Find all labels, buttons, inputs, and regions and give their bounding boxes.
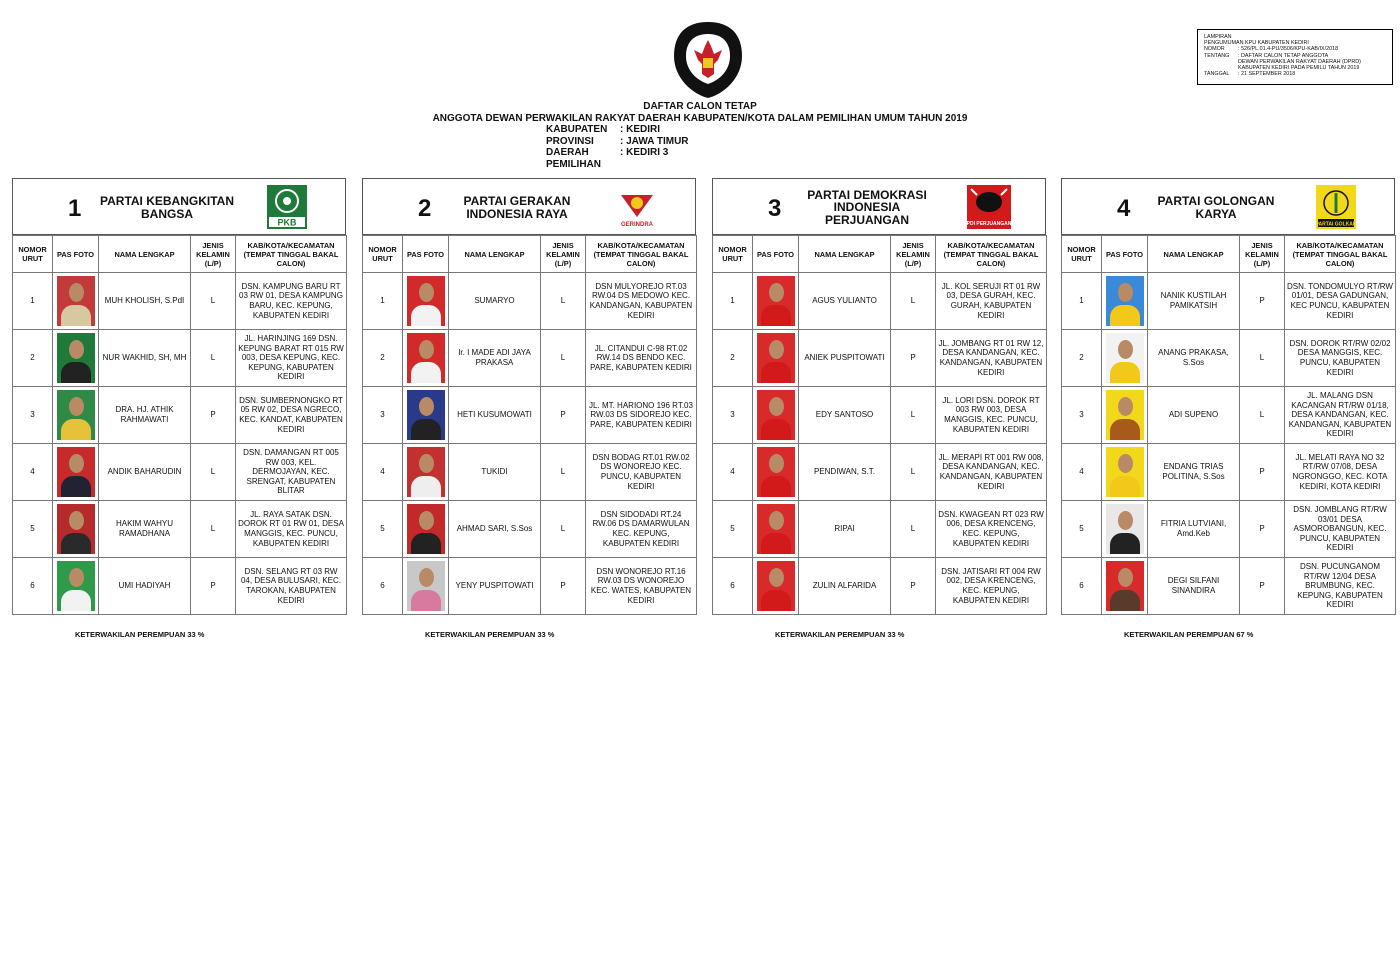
attachment-value: DEWAN PERWAKILAN RAKYAT DAERAH (DPRD): [1238, 58, 1361, 65]
candidate-sex: L: [541, 273, 586, 330]
candidate-photo: [757, 504, 795, 554]
candidate-sex: L: [191, 273, 236, 330]
candidate-sex: P: [191, 387, 236, 444]
candidate-photo-cell: [53, 501, 99, 558]
candidate-address: JL. HARINJING 169 DSN. KEPUNG BARAT RT 015 RW 003, DESA KEPUNG, KEC. KEPUNG, KABUPATEN KEDIRI: [236, 330, 347, 387]
candidate-photo-cell: [53, 387, 99, 444]
candidate-address: JL. KOL SERUJI RT 01 RW 03, DESA GURAH, KEC. GURAH, KABUPATEN KEDIRI: [936, 273, 1047, 330]
candidate-name: PENDIWAN, S.T.: [799, 444, 891, 501]
candidate-photo: [1106, 504, 1144, 554]
candidate-photo-cell: [53, 444, 99, 501]
candidate-table: [12, 235, 347, 615]
candidate-number: 5: [363, 501, 403, 558]
party-name: PARTAI GOLONGAN KARYA: [1157, 194, 1275, 221]
party-block-2: [362, 178, 696, 615]
candidate-number: 1: [1062, 273, 1102, 330]
attachment-value: KABUPATEN KEDIRI PADA PEMILU TAHUN 2019: [1238, 65, 1360, 72]
column-header: KAB/KOTA/KECAMATAN (TEMPAT TINGGAL BAKAL CALON): [236, 236, 347, 273]
table-row: [1062, 387, 1396, 444]
column-header: JENIS KELAMIN (L/P): [541, 236, 586, 273]
candidate-address: DSN. SUMBERNONGKO RT 05 RW 02, DESA NGRECO, KEC. KANDAT, KABUPATEN KEDIRI: [236, 387, 347, 444]
candidate-sex: L: [891, 387, 936, 444]
candidate-number: 6: [713, 558, 753, 615]
candidate-name: RIPAI: [799, 501, 891, 558]
attachment-row: [1204, 71, 1386, 77]
candidate-sex: L: [191, 444, 236, 501]
candidate-photo: [57, 561, 95, 611]
table-row: [363, 273, 697, 330]
party-name: PARTAI DEMOKRASI INDONESIA PERJUANGAN: [807, 187, 927, 227]
candidate-photo-cell: [53, 330, 99, 387]
candidate-photo: [1106, 390, 1144, 440]
candidate-number: 3: [13, 387, 53, 444]
candidate-sex: L: [191, 501, 236, 558]
candidate-photo: [757, 333, 795, 383]
candidate-photo-cell: [753, 444, 799, 501]
candidate-address: DSN. SELANG RT 03 RW 04, DESA BULUSARI, KEC. TAROKAN, KABUPATEN KEDIRI: [236, 558, 347, 615]
column-header: NAMA LENGKAP: [799, 236, 891, 273]
candidate-number: 6: [1062, 558, 1102, 615]
candidate-address: JL. JOMBANG RT 01 RW 12, DESA KANDANGAN, KEC. KANDANGAN, KABUPATEN KEDIRI: [936, 330, 1047, 387]
candidate-name: ANDIK BAHARUDIN: [99, 444, 191, 501]
table-header-row: [1062, 236, 1396, 273]
candidate-sex: P: [541, 558, 586, 615]
candidate-name: ANANG PRAKASA, S.Sos: [1148, 330, 1240, 387]
candidate-address: JL. MALANG DSN KACANGAN RT/RW 01/18, DESA KANDANGAN, KEC. KANDANGAN, KABUPATEN KEDIRI: [1285, 387, 1396, 444]
candidate-sex: L: [1240, 387, 1285, 444]
attachment-value: : 526/PL.01.4-PU/3506/KPU-KAB/IX/2018: [1238, 46, 1339, 53]
candidate-photo-cell: [1102, 387, 1148, 444]
table-header-row: [713, 236, 1047, 273]
candidate-photo: [757, 390, 795, 440]
column-header: NOMOR URUT: [363, 236, 403, 273]
candidate-number: 1: [363, 273, 403, 330]
candidate-number: 4: [713, 444, 753, 501]
column-header: NAMA LENGKAP: [449, 236, 541, 273]
candidate-photo: [407, 276, 445, 326]
column-header: NOMOR URUT: [13, 236, 53, 273]
table-row: [1062, 273, 1396, 330]
header-label: PROVINSI: [546, 135, 594, 147]
candidate-name: HETI KUSUMOWATI: [449, 387, 541, 444]
party-header: [12, 178, 346, 235]
header-label: KABUPATEN: [546, 124, 608, 135]
table-row: [1062, 558, 1396, 615]
candidate-name: NANIK KUSTILAH PAMIKATSIH: [1148, 273, 1240, 330]
candidate-photo-cell: [1102, 444, 1148, 501]
candidate-name: NUR WAKHID, SH, MH: [99, 330, 191, 387]
header-value: : KEDIRI: [620, 124, 660, 135]
candidate-photo-cell: [1102, 273, 1148, 330]
candidate-name: AGUS YULIANTO: [799, 273, 891, 330]
document-title: DAFTAR CALON TETAP: [643, 101, 757, 112]
candidate-photo: [1106, 333, 1144, 383]
column-header: JENIS KELAMIN (L/P): [191, 236, 236, 273]
header-value: : KEDIRI 3: [620, 147, 669, 158]
candidate-sex: P: [891, 330, 936, 387]
candidate-sex: L: [891, 501, 936, 558]
party-header: [1061, 178, 1395, 235]
candidate-address: DSN. DOROK RT/RW 02/02 DESA MANGGIS, KEC. PUNCU, KABUPATEN KEDIRI: [1285, 330, 1396, 387]
party-number: 3: [768, 195, 782, 222]
candidate-address: JL. MELATI RAYA NO 32 RT/RW 07/08, DESA NGRONGGO, KEC. KOTA KEDIRI, KOTA KEDIRI: [1285, 444, 1396, 501]
table-row: [713, 558, 1047, 615]
candidate-photo: [757, 561, 795, 611]
candidate-photo: [407, 447, 445, 497]
candidate-sex: P: [1240, 273, 1285, 330]
party-logo-text: PARTAI GOLKAR: [1316, 221, 1356, 228]
candidate-number: 4: [1062, 444, 1102, 501]
candidate-address: JL. MT. HARIONO 196 RT.03 RW.03 DS SIDOREJO KEC. PARE, KABUPATEN KEDIRI: [586, 387, 697, 444]
party-block-3: [712, 178, 1046, 615]
table-row: [13, 501, 347, 558]
column-header: KAB/KOTA/KECAMATAN (TEMPAT TINGGAL BAKAL CALON): [1285, 236, 1396, 273]
table-row: [13, 558, 347, 615]
candidate-table: [362, 235, 697, 615]
candidate-table: [1061, 235, 1396, 615]
table-row: [1062, 501, 1396, 558]
candidate-photo: [1106, 447, 1144, 497]
attachment-value: : 21 SEPTEMBER 2018: [1238, 71, 1296, 78]
candidate-photo: [57, 447, 95, 497]
candidate-sex: P: [1240, 501, 1285, 558]
document-subtitle: ANGGOTA DEWAN PERWAKILAN RAKYAT DAERAH KABUPATEN/KOTA DALAM PEMILIHAN UMUM TAHUN 2019: [432, 112, 968, 124]
party-logo-text: PKB: [277, 217, 297, 228]
candidate-name: YENY PUSPITOWATI: [449, 558, 541, 615]
candidate-photo: [1106, 561, 1144, 611]
party-header: [362, 178, 696, 235]
column-header: JENIS KELAMIN (L/P): [1240, 236, 1285, 273]
candidate-name: FITRIA LUTVIANI, Amd.Keb: [1148, 501, 1240, 558]
column-header: PAS FOTO: [753, 236, 799, 273]
candidate-name: EDY SANTOSO: [799, 387, 891, 444]
candidate-number: 2: [1062, 330, 1102, 387]
candidate-photo-cell: [403, 558, 449, 615]
candidate-name: DRA. HJ. ATHIK RAHMAWATI: [99, 387, 191, 444]
candidate-address: JL. LORI DSN. DOROK RT 003 RW 003, DESA MANGGIS, KEC. PUNCU, KABUPATEN KEDIRI: [936, 387, 1047, 444]
party-name: PARTAI GERAKAN INDONESIA RAYA: [463, 194, 571, 221]
candidate-name: ADI SUPENO: [1148, 387, 1240, 444]
candidate-number: 6: [13, 558, 53, 615]
candidate-address: JL. RAYA SATAK DSN. DOROK RT 01 RW 01, DESA MANGGIS, KEC. PUNCU, KABUPATEN KEDIRI: [236, 501, 347, 558]
candidate-photo-cell: [403, 501, 449, 558]
table-row: [363, 444, 697, 501]
candidate-name: ZULIN ALFARIDA: [799, 558, 891, 615]
candidate-address: DSN. KWAGEAN RT 023 RW 006, DESA KRENCENG, KEC. KEPUNG, KABUPATEN KEDIRI: [936, 501, 1047, 558]
candidate-address: DSN SIDODADI RT.24 RW.06 DS DAMARWULAN KEC. KEPUNG, KABUPATEN KEDIRI: [586, 501, 697, 558]
table-row: [713, 444, 1047, 501]
header-label: DAERAH PEMILIHAN: [546, 147, 601, 170]
table-row: [13, 387, 347, 444]
party-number: 4: [1117, 195, 1131, 222]
candidate-number: 3: [363, 387, 403, 444]
candidate-name: ENDANG TRIAS POLITINA, S.Sos: [1148, 444, 1240, 501]
candidate-photo-cell: [753, 273, 799, 330]
attachment-line: PENGUMUMAN KPU KABUPATEN KEDIRI: [1204, 40, 1309, 47]
female-representation-note: KETERWAKILAN PEREMPUAN 33 %: [775, 630, 905, 639]
candidate-number: 2: [713, 330, 753, 387]
candidate-number: 3: [713, 387, 753, 444]
candidate-photo-cell: [403, 387, 449, 444]
table-row: [363, 501, 697, 558]
candidate-number: 1: [13, 273, 53, 330]
candidate-name: UMI HADIYAH: [99, 558, 191, 615]
female-representation-note: KETERWAKILAN PEREMPUAN 33 %: [75, 630, 205, 639]
table-row: [713, 387, 1047, 444]
candidate-number: 5: [13, 501, 53, 558]
party-logo-icon: [267, 185, 307, 229]
candidate-photo: [1106, 276, 1144, 326]
candidate-photo-cell: [403, 444, 449, 501]
column-header: PAS FOTO: [1102, 236, 1148, 273]
female-representation-note: KETERWAKILAN PEREMPUAN 67 %: [1124, 630, 1254, 639]
column-header: PAS FOTO: [403, 236, 449, 273]
header-row-dapil: [400, 147, 1000, 170]
column-header: NOMOR URUT: [1062, 236, 1102, 273]
candidate-photo: [407, 504, 445, 554]
candidate-photo: [57, 390, 95, 440]
candidate-number: 6: [363, 558, 403, 615]
candidate-photo-cell: [753, 387, 799, 444]
candidate-number: 4: [13, 444, 53, 501]
candidate-address: DSN. JOMBLANG RT/RW 03/01 DESA ASMOROBANGUN, KEC. PUNCU, KABUPATEN KEDIRI: [1285, 501, 1396, 558]
candidate-photo-cell: [1102, 558, 1148, 615]
party-header: [712, 178, 1046, 235]
candidate-sex: L: [541, 444, 586, 501]
candidate-name: ANIEK PUSPITOWATI: [799, 330, 891, 387]
candidate-address: DSN. JATISARI RT 004 RW 002, DESA KRENCENG, KEC. KEPUNG, KABUPATEN KEDIRI: [936, 558, 1047, 615]
candidate-photo: [57, 504, 95, 554]
attachment-key: TENTANG: [1204, 52, 1230, 59]
candidate-photo-cell: [753, 330, 799, 387]
candidate-number: 5: [713, 501, 753, 558]
candidate-table: [712, 235, 1047, 615]
candidate-sex: P: [1240, 444, 1285, 501]
attachment-box: [1197, 29, 1393, 85]
candidate-number: 5: [1062, 501, 1102, 558]
document-header: [400, 101, 1000, 170]
column-header: KAB/KOTA/KECAMATAN (TEMPAT TINGGAL BAKAL CALON): [936, 236, 1047, 273]
candidate-sex: P: [1240, 558, 1285, 615]
candidate-sex: P: [891, 558, 936, 615]
candidate-number: 1: [713, 273, 753, 330]
candidate-photo: [757, 276, 795, 326]
candidate-name: TUKIDI: [449, 444, 541, 501]
table-row: [1062, 330, 1396, 387]
candidate-photo-cell: [1102, 330, 1148, 387]
table-row: [363, 387, 697, 444]
column-header: NOMOR URUT: [713, 236, 753, 273]
party-number: 2: [418, 195, 432, 222]
party-logo-text: PDI PERJUANGAN: [967, 221, 1011, 227]
candidate-sex: L: [891, 444, 936, 501]
candidate-photo-cell: [1102, 501, 1148, 558]
table-row: [363, 330, 697, 387]
candidate-address: JL. CITANDUI C-98 RT.02 RW.14 DS BENDO KEC. PARE, KABUPATEN KEDIRI: [586, 330, 697, 387]
candidate-photo: [407, 390, 445, 440]
candidate-address: DSN. PUCUNGANOM RT/RW 12/04 DESA BRUMBUNG, KEC. KEPUNG, KABUPATEN KEDIRI: [1285, 558, 1396, 615]
attachment-key: TANGGAL: [1204, 71, 1230, 78]
party-logo-icon: [967, 185, 1011, 229]
table-row: [13, 330, 347, 387]
candidate-sex: L: [541, 330, 586, 387]
table-row: [713, 330, 1047, 387]
column-header: KAB/KOTA/KECAMATAN (TEMPAT TINGGAL BAKAL CALON): [586, 236, 697, 273]
party-block-1: [12, 178, 346, 615]
attachment-value: : DAFTAR CALON TETAP ANGGOTA: [1238, 52, 1329, 59]
table-row: [1062, 444, 1396, 501]
candidate-address: DSN BODAG RT.01 RW.02 DS WONOREJO KEC. PUNCU, KABUPATEN KEDIRI: [586, 444, 697, 501]
candidate-address: DSN WONOREJO RT.16 RW.03 DS WONOREJO KEC. WATES, KABUPATEN KEDIRI: [586, 558, 697, 615]
candidate-number: 2: [13, 330, 53, 387]
header-row-provinsi: [400, 136, 1000, 148]
party-logo-icon: [617, 185, 657, 229]
candidate-address: DSN. DAMANGAN RT 005 RW 003, KEL. DERMOJAYAN, KEC. SRENGAT, KABUPATEN BLITAR: [236, 444, 347, 501]
candidate-photo-cell: [403, 330, 449, 387]
candidate-name: MUH KHOLISH, S.PdI: [99, 273, 191, 330]
candidate-photo: [57, 276, 95, 326]
candidate-sex: L: [541, 501, 586, 558]
candidate-address: DSN. KAMPUNG BARU RT 03 RW 01, DESA KAMPUNG BARU, KEC. KEPUNG, KABUPATEN KEDIRI: [236, 273, 347, 330]
candidate-number: 2: [363, 330, 403, 387]
candidate-sex: L: [191, 330, 236, 387]
candidate-name: SUMARYO: [449, 273, 541, 330]
candidate-photo: [57, 333, 95, 383]
candidate-address: DSN MULYOREJO RT.03 RW.04 DS MEDOWO KEC. KANDANGAN, KABUPATEN KEDIRI: [586, 273, 697, 330]
candidate-photo-cell: [53, 558, 99, 615]
party-logo-icon: [1316, 185, 1356, 229]
candidate-address: DSN. TONDOMULYO RT/RW 01/01, DESA GADUNGAN, KEC PUNCU, KABUPATEN KEDIRI: [1285, 273, 1396, 330]
female-representation-note: KETERWAKILAN PEREMPUAN 33 %: [425, 630, 555, 639]
header-value: : JAWA TIMUR: [620, 135, 689, 147]
table-header-row: [363, 236, 697, 273]
candidate-photo-cell: [753, 501, 799, 558]
table-row: [13, 273, 347, 330]
attachment-title: LAMPIRAN: [1204, 34, 1232, 40]
party-number: 1: [68, 195, 82, 222]
candidate-address: JL. MERAPI RT 001 RW 008, DESA KANDANGAN, KEC. KANDANGAN, KABUPATEN KEDIRI: [936, 444, 1047, 501]
party-block-4: [1061, 178, 1395, 615]
candidate-photo-cell: [753, 558, 799, 615]
party-name: PARTAI KEBANGKITAN BANGSA: [100, 194, 234, 221]
candidate-photo: [757, 447, 795, 497]
table-row: [713, 501, 1047, 558]
candidate-name: HAKIM WAHYU RAMADHANA: [99, 501, 191, 558]
candidate-photo: [407, 333, 445, 383]
candidate-number: 4: [363, 444, 403, 501]
candidate-sex: P: [541, 387, 586, 444]
candidate-number: 3: [1062, 387, 1102, 444]
candidate-name: DEGI SILFANI SINANDIRA: [1148, 558, 1240, 615]
table-row: [363, 558, 697, 615]
candidate-name: Ir. I MADE ADI JAYA PRAKASA: [449, 330, 541, 387]
column-header: JENIS KELAMIN (L/P): [891, 236, 936, 273]
header-row-kabupaten: [400, 124, 1000, 136]
column-header: NAMA LENGKAP: [1148, 236, 1240, 273]
table-row: [713, 273, 1047, 330]
candidate-sex: P: [191, 558, 236, 615]
column-header: PAS FOTO: [53, 236, 99, 273]
candidate-photo-cell: [53, 273, 99, 330]
candidate-sex: L: [1240, 330, 1285, 387]
table-row: [13, 444, 347, 501]
candidate-sex: L: [891, 273, 936, 330]
kpu-logo: [672, 20, 744, 100]
party-logo-text: GERINDRA: [620, 222, 654, 228]
candidate-photo-cell: [403, 273, 449, 330]
candidate-photo: [407, 561, 445, 611]
table-header-row: [13, 236, 347, 273]
candidate-name: AHMAD SARI, S.Sos: [449, 501, 541, 558]
attachment-key: NOMOR: [1204, 46, 1225, 53]
column-header: NAMA LENGKAP: [99, 236, 191, 273]
